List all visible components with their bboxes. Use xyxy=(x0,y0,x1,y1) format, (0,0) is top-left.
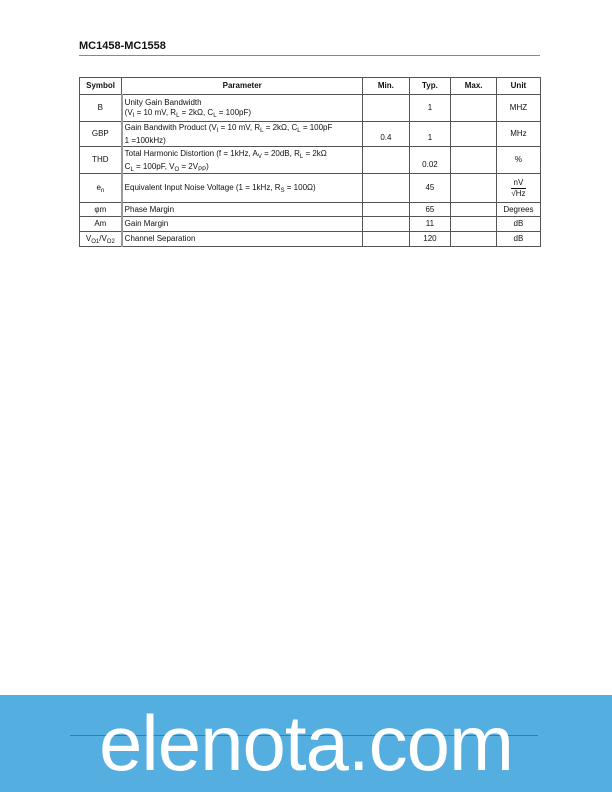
min-cell xyxy=(363,217,409,232)
max-cell xyxy=(451,232,497,247)
unit-numerator: nV xyxy=(511,178,525,189)
max-cell xyxy=(451,217,497,232)
electrical-characteristics-table xyxy=(79,77,541,247)
table-row xyxy=(80,203,541,217)
table-row xyxy=(80,232,541,247)
max-cell xyxy=(451,174,497,203)
column-header-unit: Unit xyxy=(496,78,540,95)
symbol-cell: THD xyxy=(80,147,122,174)
typ-cell: 1 xyxy=(409,95,451,122)
unit-denominator: √Hz xyxy=(511,188,526,198)
unit-cell: dB xyxy=(496,232,540,247)
table-row xyxy=(80,95,541,122)
typ-cell: 45 xyxy=(409,174,451,203)
table-row xyxy=(80,174,541,203)
unit-cell: dB xyxy=(496,217,540,232)
parameter-cell: Gain Margin xyxy=(122,217,363,232)
watermark-banner xyxy=(0,695,612,792)
symbol-cell: $e_n$ xyxy=(80,174,122,203)
parameter-cell: Channel Separation xyxy=(122,232,363,247)
typ-cell: 0.02 xyxy=(409,147,451,174)
min-cell: 0.4 xyxy=(363,122,409,147)
max-cell xyxy=(451,147,497,174)
table-header-row xyxy=(80,78,541,95)
parameter-cell: Phase Margin xyxy=(122,203,363,217)
parameter-cell: Gain Bandwith Product ($V_I = 10$ mV, $R_L = 2k\Omega$, $C_L = 100pF$ 1 =100kHz) xyxy=(122,122,363,147)
min-cell xyxy=(363,203,409,217)
parameter-cell: Total Harmonic Distortion (f = 1kHz, $A_V = 20dB$, $R_L = 2k\Omega$ $C_L = 100pF$, $V_O = 2V_{PP}$) xyxy=(122,147,363,174)
unit-cell: % xyxy=(496,147,540,174)
typ-cell: 1 xyxy=(409,122,451,147)
min-cell xyxy=(363,232,409,247)
column-header-symbol: Symbol xyxy=(80,78,122,95)
symbol-cell: B xyxy=(80,95,122,122)
unit-cell xyxy=(496,174,540,203)
symbol-cell: GBP xyxy=(80,122,122,147)
column-header-param: Parameter xyxy=(122,78,363,95)
max-cell xyxy=(451,95,497,122)
unit-cell: MHz xyxy=(496,122,540,147)
typ-cell: 120 xyxy=(409,232,451,247)
min-cell xyxy=(363,147,409,174)
symbol-cell: $V_{O1}/V_{O2}$ xyxy=(80,232,122,247)
table-row xyxy=(80,122,541,147)
symbol-cell: φm xyxy=(80,203,122,217)
column-header-typ: Typ. xyxy=(409,78,451,95)
watermark-logo-text: elenota.com xyxy=(99,699,513,787)
unit-cell: Degrees xyxy=(496,203,540,217)
parameter-cell: Unity Gain Bandwidth ($V_I = 10$ mV, $R_L = 2k\Omega$, $C_L = 100pF$) xyxy=(122,95,363,122)
parameter-cell: Equivalent Input Noise Voltage (1 = 1kHz, $R_S = 100\Omega$) xyxy=(122,174,363,203)
column-header-min: Min. xyxy=(363,78,409,95)
header-divider xyxy=(79,55,540,56)
table-row xyxy=(80,217,541,232)
min-cell xyxy=(363,174,409,203)
typ-cell: 65 xyxy=(409,203,451,217)
column-header-max: Max. xyxy=(451,78,497,95)
symbol-cell: Am xyxy=(80,217,122,232)
table-row xyxy=(80,147,541,174)
max-cell xyxy=(451,122,497,147)
typ-cell: 11 xyxy=(409,217,451,232)
page-header-title: MC1458-MC1558 xyxy=(79,40,166,52)
max-cell xyxy=(451,203,497,217)
unit-cell: MHZ xyxy=(496,95,540,122)
min-cell xyxy=(363,95,409,122)
